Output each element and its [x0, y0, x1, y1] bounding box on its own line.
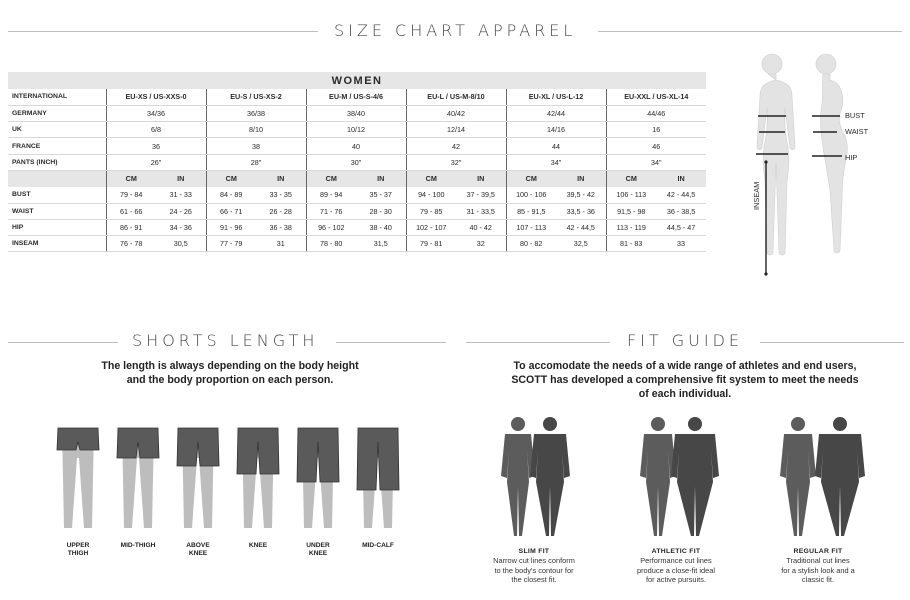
- size-cell: 34": [606, 154, 706, 170]
- measure-cell: 35 - 37: [356, 187, 406, 203]
- measure-cell: 26 - 28: [256, 203, 306, 219]
- measure-cell: 71 - 76: [306, 203, 356, 219]
- head-shape: [511, 417, 525, 431]
- row-label: PANTS (INCH): [8, 154, 106, 170]
- table-row: [8, 154, 706, 170]
- caption-line1: MID-CALF: [362, 542, 394, 549]
- measure-cell: 78 - 80: [306, 236, 356, 252]
- fit-description-line: produce a close-fit ideal: [636, 565, 716, 575]
- caption-line2: THIGH: [67, 550, 89, 557]
- body-shape: [815, 434, 865, 536]
- measure-cell: 36 - 38,5: [656, 203, 706, 219]
- size-cell: 44/46: [606, 105, 706, 121]
- shorts-length-caption: [228, 542, 288, 550]
- size-cell: 8/10: [206, 122, 306, 138]
- measure-cell: 31 - 33: [156, 187, 206, 203]
- measure-cell: 31 - 33,5: [456, 203, 506, 219]
- body-shape: [640, 434, 676, 536]
- measure-cell: 33: [656, 236, 706, 252]
- size-cell: 16: [606, 122, 706, 138]
- measure-cell: 61 - 66: [106, 203, 156, 219]
- measure-cell: 24 - 26: [156, 203, 206, 219]
- unit-in-header: IN: [256, 170, 306, 186]
- size-cell: 42/44: [506, 105, 606, 121]
- size-cell: EU-M / US-S-4/6: [306, 89, 406, 105]
- shorts-shape: [357, 428, 399, 490]
- size-cell: 34/36: [106, 105, 206, 121]
- fit-description-line: for a stylish look and a: [781, 565, 855, 575]
- hip-label: HIP: [845, 153, 858, 162]
- measure-cell: 102 - 107: [406, 219, 456, 235]
- measure-cell: 81 - 83: [606, 236, 656, 252]
- caption-line2: KNEE: [188, 550, 208, 557]
- fit-guide-title: FIT GUIDE: [627, 331, 744, 350]
- fit-name: REGULAR FIT: [793, 548, 843, 555]
- shorts-figure: [117, 428, 159, 528]
- fit-intro: [480, 359, 890, 401]
- size-cell: 40: [306, 138, 406, 154]
- fit-rule-right: [760, 342, 904, 343]
- measure-cell: 39,5 - 42: [556, 187, 606, 203]
- shorts-length-caption: [48, 542, 108, 558]
- measure-cell: 106 - 113: [606, 187, 656, 203]
- row-label: BUST: [8, 187, 106, 203]
- fit-description-line: to the body's contour for: [494, 565, 574, 575]
- fit-person-b: [815, 417, 865, 536]
- unit-in-header: IN: [456, 170, 506, 186]
- measure-cell: 42 - 44,5: [556, 219, 606, 235]
- shorts-figure: [297, 428, 339, 528]
- measure-cell: 84 - 89: [206, 187, 256, 203]
- fit-caption: [474, 547, 594, 585]
- shorts-figure: [57, 428, 99, 528]
- row-label: UK: [8, 122, 106, 138]
- size-cell: 34": [506, 154, 606, 170]
- measure-cell: 79 - 85: [406, 203, 456, 219]
- caption-line1: KNEE: [248, 542, 268, 549]
- table-row: [8, 219, 706, 235]
- table-row: [8, 236, 706, 252]
- fit-description-line: Performance cut lines: [640, 556, 712, 566]
- waist-label: WAIST: [845, 127, 869, 136]
- measure-cell: 33,5 - 36: [556, 203, 606, 219]
- unit-row-spacer: [8, 170, 106, 186]
- women-size-table: [8, 72, 706, 252]
- shorts-rule-left: [8, 342, 118, 343]
- shorts-subtitle: [40, 359, 420, 387]
- caption-line1: UNDER: [306, 542, 330, 549]
- measure-cell: 91,5 - 98: [606, 203, 656, 219]
- fit-caption: [616, 547, 736, 585]
- title-rule-left: [8, 31, 318, 32]
- fit-caption: [758, 547, 878, 585]
- table-row: [8, 138, 706, 154]
- unit-in-header: IN: [156, 170, 206, 186]
- size-cell: 36/38: [206, 105, 306, 121]
- shorts-length-caption: [288, 542, 348, 558]
- fit-name: ATHLETIC FIT: [651, 548, 701, 555]
- measure-cell: 96 - 102: [306, 219, 356, 235]
- measure-cell: 76 - 78: [106, 236, 156, 252]
- fit-intro-line1: To accomodate the needs of a wide range of athletes and end users,: [513, 360, 857, 372]
- measure-cell: 86 - 91: [106, 219, 156, 235]
- measure-cell: 89 - 94: [306, 187, 356, 203]
- unit-cm-header: CM: [406, 170, 456, 186]
- body-shape: [780, 434, 816, 536]
- size-cell: 14/16: [506, 122, 606, 138]
- shorts-rule-right: [336, 342, 446, 343]
- fit-description-line: Narrow cut lines conform: [493, 556, 575, 566]
- shorts-subtitle-line1: The length is always depending on the body height: [101, 360, 359, 372]
- inseam-label: INSEAM: [752, 181, 761, 210]
- row-label: WAIST: [8, 203, 106, 219]
- measure-cell: 79 - 81: [406, 236, 456, 252]
- unit-cm-header: CM: [106, 170, 156, 186]
- unit-in-header: IN: [556, 170, 606, 186]
- size-cell: 42: [406, 138, 506, 154]
- table-row: [8, 122, 706, 138]
- row-label: INTERNATIONAL: [8, 89, 106, 105]
- measure-cell: 44,5 - 47: [656, 219, 706, 235]
- unit-cm-header: CM: [306, 170, 356, 186]
- measure-cell: 100 - 106: [506, 187, 556, 203]
- fit-description-line: for active pursuits.: [646, 575, 706, 585]
- table-row: [8, 203, 706, 219]
- head-shape: [543, 417, 557, 431]
- size-cell: 38: [206, 138, 306, 154]
- body-shape: [671, 434, 719, 536]
- measure-cell: 36 - 38: [256, 219, 306, 235]
- size-chart-title: SIZE CHART APPAREL: [334, 21, 577, 40]
- fit-person-b: [671, 417, 719, 536]
- measure-cell: 91 - 96: [206, 219, 256, 235]
- unit-cm-header: CM: [206, 170, 256, 186]
- measure-cell: 42 - 44,5: [656, 187, 706, 203]
- fit-description-line: classic fit.: [801, 575, 835, 585]
- fit-intro-line2: SCOTT has developed a comprehensive fit system to meet the needs: [511, 374, 859, 386]
- size-cell: 28": [206, 154, 306, 170]
- size-cell: EU-XS / US-XXS-0: [106, 89, 206, 105]
- measure-cell: 113 - 119: [606, 219, 656, 235]
- body-shape: [530, 434, 570, 536]
- unit-in-header: IN: [356, 170, 406, 186]
- size-cell: EU-L / US-M-8/10: [406, 89, 506, 105]
- fit-intro-line3: of each individual.: [638, 388, 732, 400]
- shorts-length-caption: [348, 542, 408, 550]
- measure-cell: 80 - 82: [506, 236, 556, 252]
- measure-cell: 37 - 39,5: [456, 187, 506, 203]
- table-row: [8, 187, 706, 203]
- measure-cell: 66 - 71: [206, 203, 256, 219]
- measure-cell: 32: [456, 236, 506, 252]
- caption-line2: KNEE: [308, 550, 328, 557]
- size-cell: 40/42: [406, 105, 506, 121]
- shorts-length-caption: [168, 542, 228, 558]
- fit-person-a: [501, 417, 535, 536]
- measure-cell: 28 - 30: [356, 203, 406, 219]
- size-cell: EU-XL / US-L-12: [506, 89, 606, 105]
- row-label: INSEAM: [8, 236, 106, 252]
- caption-line1: UPPER: [66, 542, 90, 549]
- shorts-length-caption: [108, 542, 168, 550]
- fit-person-a: [640, 417, 676, 536]
- fit-name: SLIM FIT: [518, 548, 550, 555]
- measure-cell: 94 - 100: [406, 187, 456, 203]
- row-label: HIP: [8, 219, 106, 235]
- size-cell: 12/14: [406, 122, 506, 138]
- unit-cm-header: CM: [606, 170, 656, 186]
- body-shape: [501, 434, 535, 536]
- shorts-subtitle-line2: and the body proportion on each person.: [126, 374, 334, 386]
- shorts-figure: [357, 428, 399, 528]
- size-cell: EU-S / US-XS-2: [206, 89, 306, 105]
- measure-cell: 77 - 79: [206, 236, 256, 252]
- head-shape: [791, 417, 805, 431]
- fit-person-b: [530, 417, 570, 536]
- size-cell: 36: [106, 138, 206, 154]
- measure-cell: 79 - 84: [106, 187, 156, 203]
- table-row: [8, 105, 706, 121]
- unit-cm-header: CM: [506, 170, 556, 186]
- size-cell: 38/40: [306, 105, 406, 121]
- size-cell: EU-XXL / US-XL-14: [606, 89, 706, 105]
- size-cell: 44: [506, 138, 606, 154]
- fit-description-line: the closest fit.: [511, 575, 557, 585]
- shorts-figure: [237, 428, 279, 528]
- measure-cell: 31,5: [356, 236, 406, 252]
- head-shape: [833, 417, 847, 431]
- size-cell: 32": [406, 154, 506, 170]
- measure-cell: 34 - 36: [156, 219, 206, 235]
- head-shape: [651, 417, 665, 431]
- size-cell: 30": [306, 154, 406, 170]
- size-cell: 6/8: [106, 122, 206, 138]
- shorts-illustrations: [40, 428, 440, 538]
- fit-rule-left: [466, 342, 610, 343]
- fit-illustrations: [480, 416, 900, 546]
- head-shape: [688, 417, 702, 431]
- size-cell: 46: [606, 138, 706, 154]
- table-row: [8, 89, 706, 105]
- unit-in-header: IN: [656, 170, 706, 186]
- fit-description-line: Traditional cut lines: [786, 556, 850, 566]
- shorts-figure: [177, 428, 219, 528]
- women-header: WOMEN: [8, 72, 706, 89]
- shorts-length-title: SHORTS LENGTH: [132, 331, 319, 350]
- measure-cell: 107 - 113: [506, 219, 556, 235]
- caption-line1: MID-THIGH: [120, 542, 156, 549]
- fit-person-a: [780, 417, 816, 536]
- caption-line1: ABOVE: [186, 542, 210, 549]
- female-body-figure: [740, 50, 900, 280]
- bust-label: BUST: [845, 111, 865, 120]
- measure-cell: 33 - 35: [256, 187, 306, 203]
- size-cell: 26": [106, 154, 206, 170]
- measure-cell: 38 - 40: [356, 219, 406, 235]
- measure-cell: 30,5: [156, 236, 206, 252]
- title-rule-right: [598, 31, 902, 32]
- measure-cell: 32,5: [556, 236, 606, 252]
- row-label: GERMANY: [8, 105, 106, 121]
- size-cell: 10/12: [306, 122, 406, 138]
- row-label: FRANCE: [8, 138, 106, 154]
- measure-cell: 31: [256, 236, 306, 252]
- measure-cell: 40 - 42: [456, 219, 506, 235]
- measure-cell: 85 - 91,5: [506, 203, 556, 219]
